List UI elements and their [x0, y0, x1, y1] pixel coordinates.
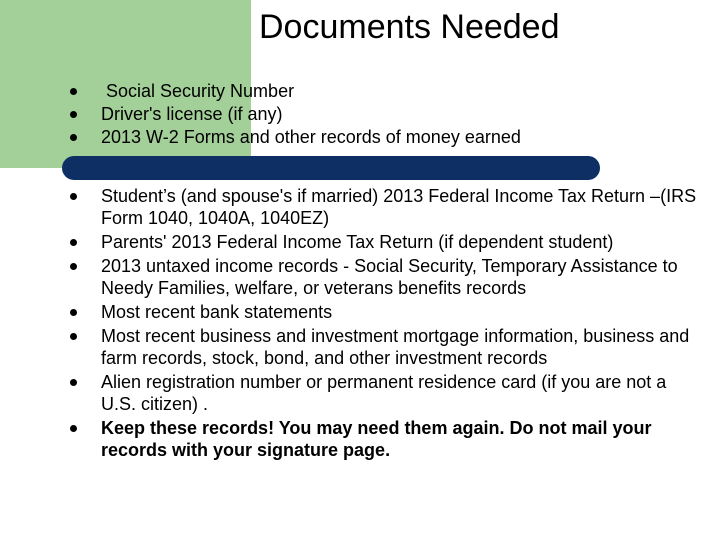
bullet-icon: [70, 88, 77, 95]
bullet-icon: [70, 309, 77, 316]
list-item-text: 2013 untaxed income records - Social Security, Temporary Assistance to Needy Families, welfare, or veterans benefits records: [101, 256, 678, 298]
list-item-text: Most recent bank statements: [101, 302, 333, 322]
list-item: [0, 185, 720, 229]
bottom-document-list: [0, 185, 720, 463]
list-item: [0, 231, 720, 253]
bullet-icon: [70, 379, 77, 386]
list-item-text: Keep these records! You may need them again. Do not mail your records with your signature page.: [101, 418, 652, 460]
list-item-emphasis: [0, 417, 720, 461]
list-item-text: Alien registration number or permanent residence card (if you are not a U.S. citizen) .: [101, 372, 667, 414]
list-item: [0, 301, 720, 323]
list-item-text: Student’s (and spouse's if married) 2013 Federal Income Tax Return –(IRS Form 1040, 1040A, 1040EZ): [101, 186, 697, 228]
list-item: [0, 126, 720, 148]
list-item: [0, 371, 720, 415]
section-divider-bar: [62, 156, 600, 180]
list-item-text: Most recent business and investment mortgage information, business and farm records, stock, bond, and other investment records: [101, 326, 690, 368]
list-item-text: Social Security Number: [101, 81, 295, 101]
list-item: [0, 103, 720, 125]
list-item: [0, 80, 720, 102]
list-item-text: 2013 W-2 Forms and other records of money earned: [101, 127, 521, 147]
bullet-icon: [70, 333, 77, 340]
slide-title: Documents Needed: [259, 8, 560, 46]
list-item: [0, 255, 720, 299]
list-item-text: Driver's license (if any): [101, 104, 283, 124]
bullet-icon: [70, 134, 77, 141]
bullet-icon: [70, 193, 77, 200]
bullet-icon: [70, 263, 77, 270]
bullet-icon: [70, 111, 77, 118]
bullet-icon: [70, 239, 77, 246]
bullet-icon: [70, 425, 77, 432]
list-item: [0, 325, 720, 369]
list-item-text: Parents' 2013 Federal Income Tax Return (if dependent student): [101, 232, 614, 252]
top-document-list: [0, 80, 720, 149]
